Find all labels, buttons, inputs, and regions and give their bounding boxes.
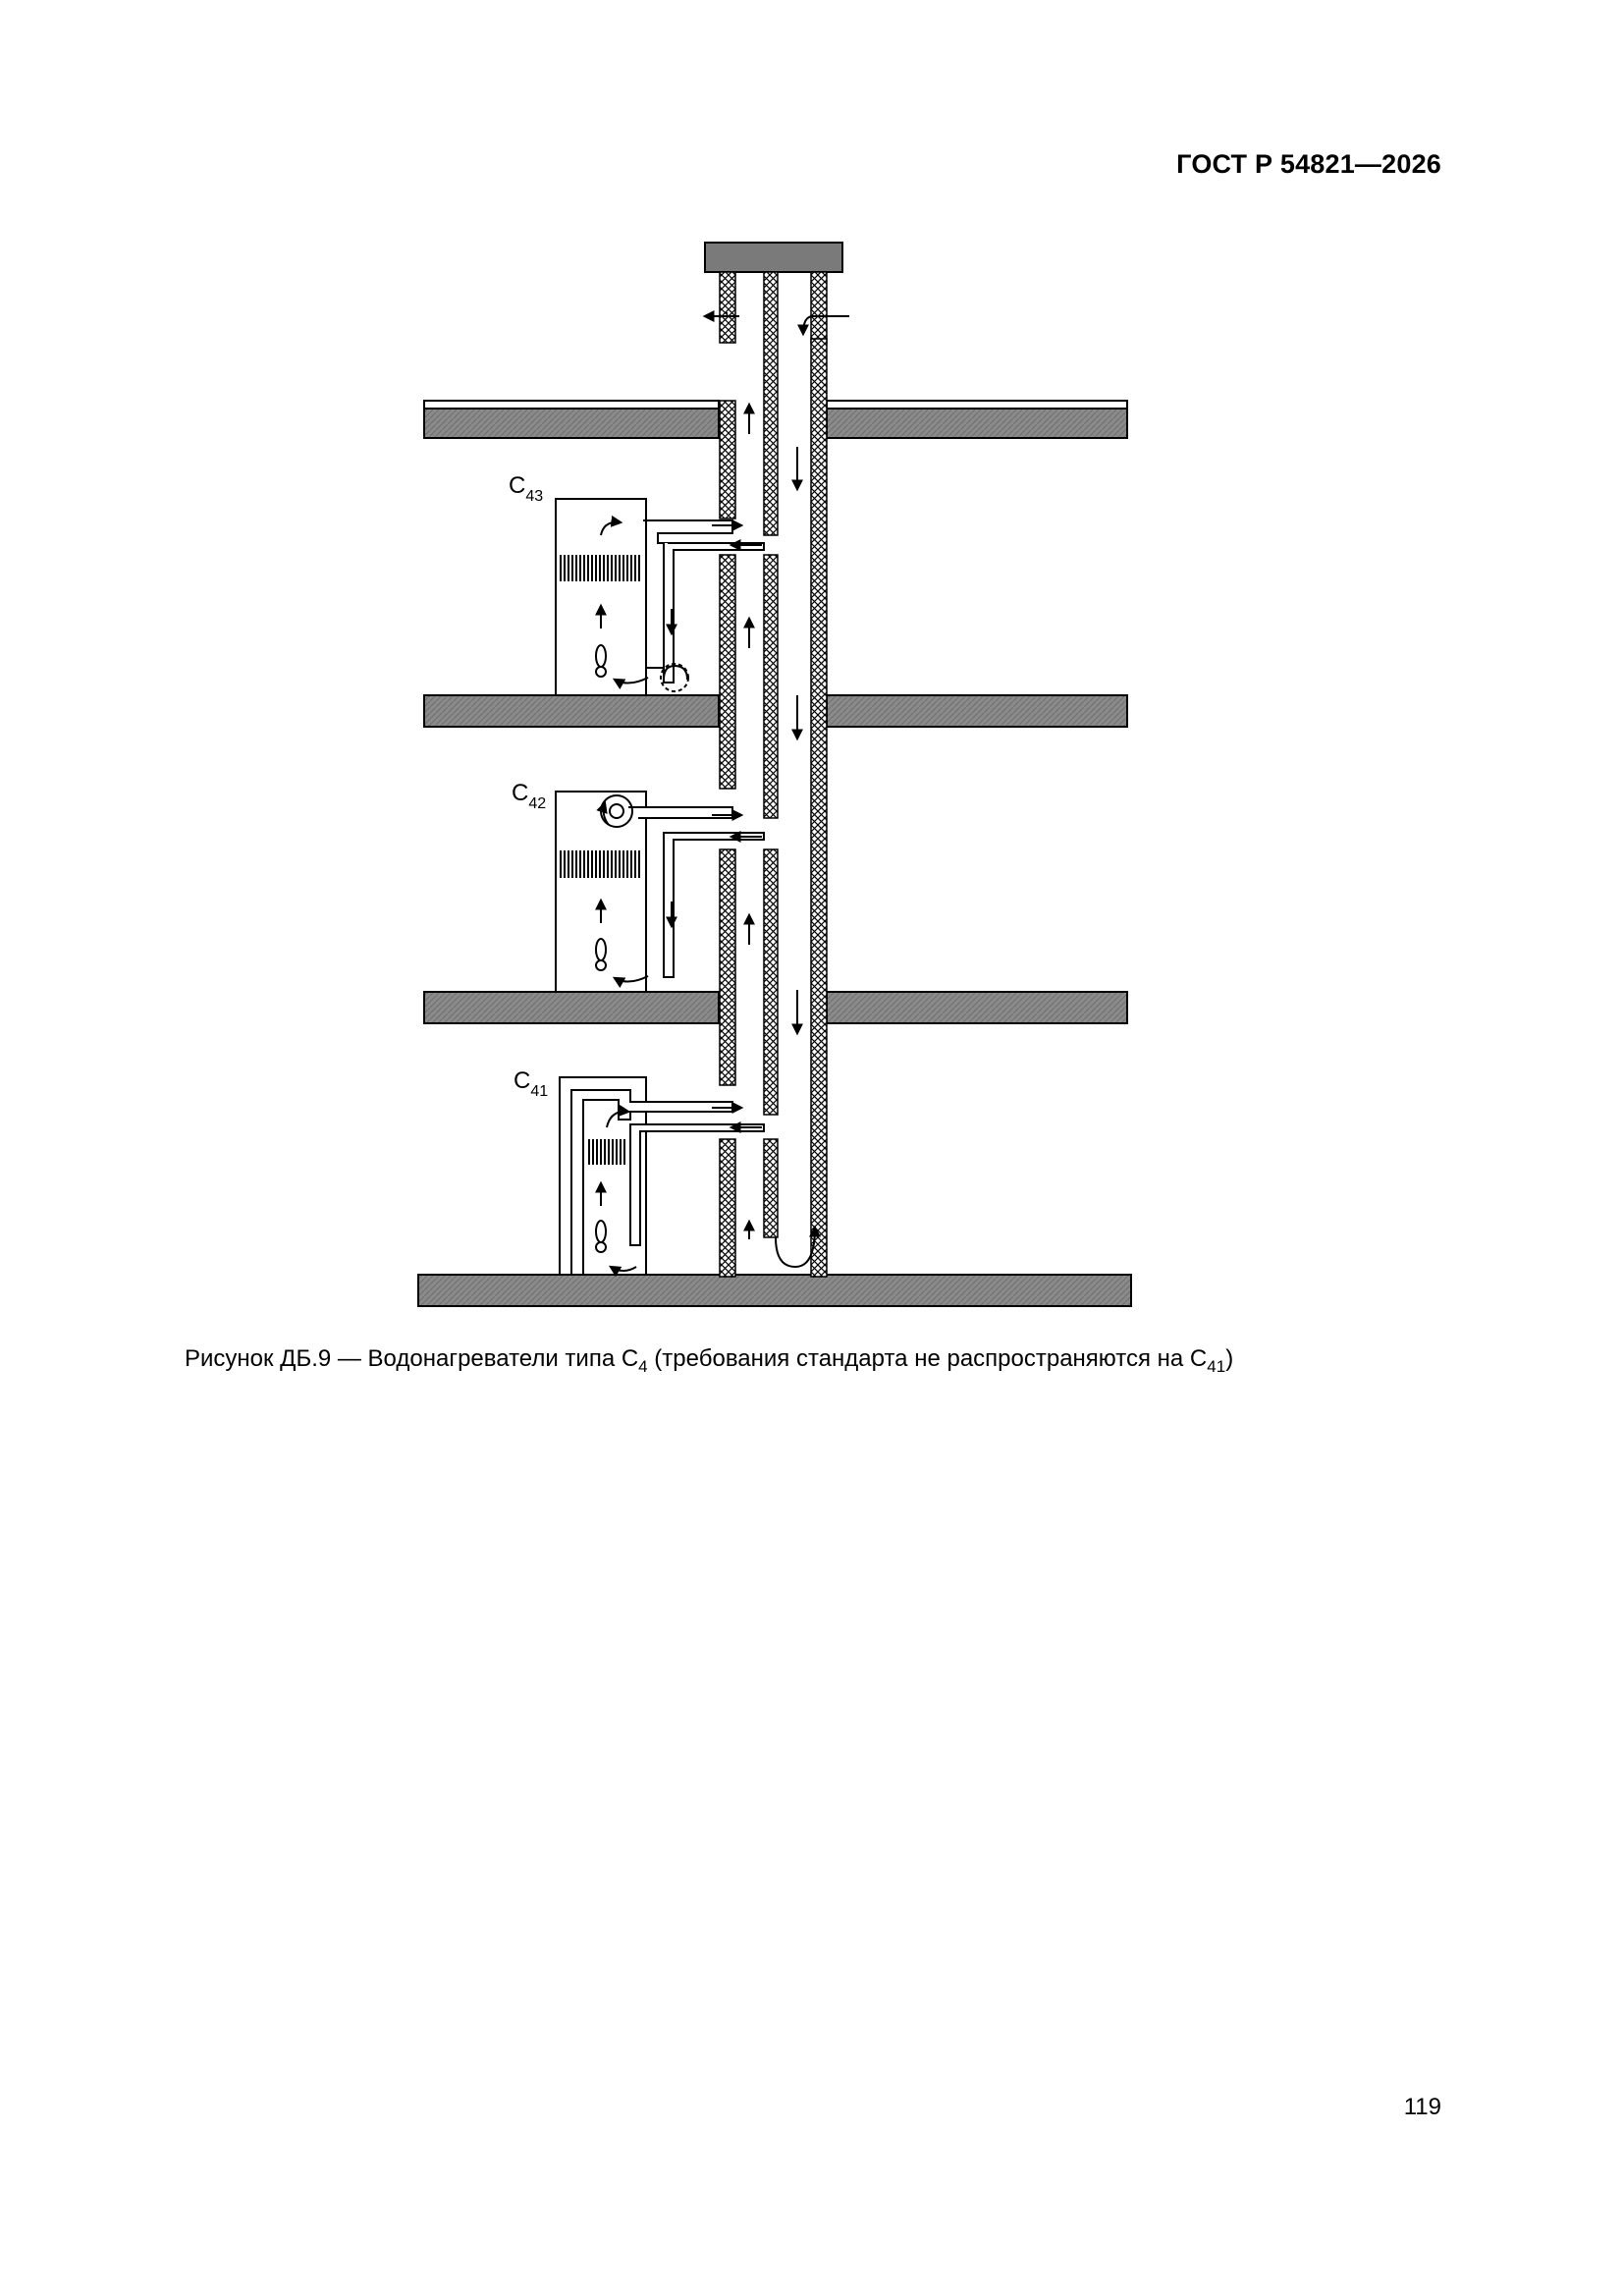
label-c41 [514, 1067, 548, 1100]
page-number: 119 [1403, 2094, 1441, 2120]
label-c42 [512, 780, 546, 812]
roof-cap [705, 243, 842, 272]
chimney-outer-right-wall [811, 272, 827, 1277]
chimney-inner-wall [764, 272, 778, 1237]
document-header: ГОСТ Р 54821—2026 [1176, 149, 1441, 179]
label-c43 [509, 472, 543, 505]
svg-text:C41: $C_{41}$ [514, 1067, 549, 1100]
svg-text:C42: $C_{42}$ [512, 780, 547, 812]
heater-c42-exchanger [561, 850, 639, 878]
figure-caption: Рисунок ДБ.9 — Водонагреватели типа $C_4$ (требования стандарта не распространяются на $C_{41}$) [185, 1345, 1234, 1376]
heater-c41-burner [596, 1221, 606, 1252]
floor-slab-1 [418, 1275, 1131, 1306]
svg-text:C43: $C_{43}$ [509, 472, 544, 505]
heater-c42-burner [596, 939, 606, 970]
heater-c43-exchanger [561, 555, 639, 581]
heater-c43-burner [596, 645, 606, 677]
